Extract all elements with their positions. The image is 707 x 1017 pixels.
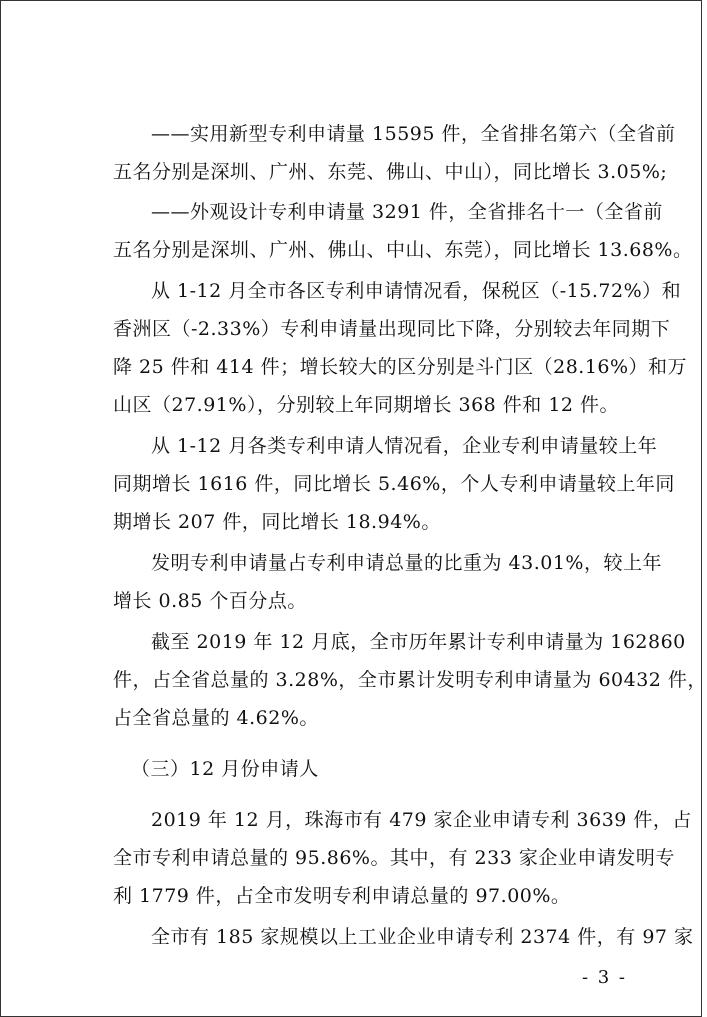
text-line: ——实用新型专利申请量 15595 件，全省排名第六（全省前: [151, 123, 676, 145]
text-line: 利 1779 件，占全市发明专利申请总量的 97.00%。: [113, 885, 571, 907]
text-line: 从 1-12 月全市各区专利申请情况看，保税区（-15.72%）和: [151, 280, 682, 302]
text-line: 同期增长 1616 件，同比增长 5.46%，个人专利申请量较上年同: [113, 473, 675, 495]
text-line: 期增长 207 件，同比增长 18.94%。: [113, 511, 441, 533]
text-line: 五名分别是深圳、广州、东莞、佛山、中山），同比增长 3.05%;: [113, 161, 668, 183]
text-line: 截至 2019 年 12 月底，全市历年累计专利申请量为 162860: [151, 631, 686, 653]
text-line: 发明专利申请量占专利申请总量的比重为 43.01%，较上年: [151, 552, 662, 574]
text-line: 从 1-12 月各类专利申请人情况看，企业专利申请量较上年: [151, 435, 658, 457]
text-line: 五名分别是深圳、广州、佛山、中山、东莞），同比增长 13.68%。: [113, 239, 693, 261]
text-line: 增长 0.85 个百分点。: [113, 590, 307, 612]
page-number: - 3 -: [581, 967, 627, 988]
text-line: 降 25 件和 414 件；增长较大的区分别是斗门区（28.16%）和万: [113, 356, 688, 378]
text-line: 全市有 185 家规模以上工业企业申请专利 2374 件，有 97 家: [151, 926, 694, 948]
text-line: 全市专利申请总量的 95.86%。其中，有 233 家企业申请发明专: [113, 847, 675, 869]
text-line: 占全省总量的 4.62%。: [113, 707, 319, 729]
section-heading: （三）12 月份申请人: [131, 758, 319, 780]
text-line: 香洲区（-2.33%）专利申请量出现同比下降，分别较去年同期下: [113, 318, 671, 340]
text-line: ——外观设计专利申请量 3291 件，全省排名十一（全省前: [151, 201, 663, 223]
text-line: 2019 年 12 月，珠海市有 479 家企业申请专利 3639 件，占: [151, 809, 692, 831]
text-line: 件，占全省总量的 3.28%，全市累计发明专利申请量为 60432 件，: [113, 669, 707, 691]
text-line: 山区（27.91%），分别较上年同期增长 368 件和 12 件。: [113, 394, 620, 416]
